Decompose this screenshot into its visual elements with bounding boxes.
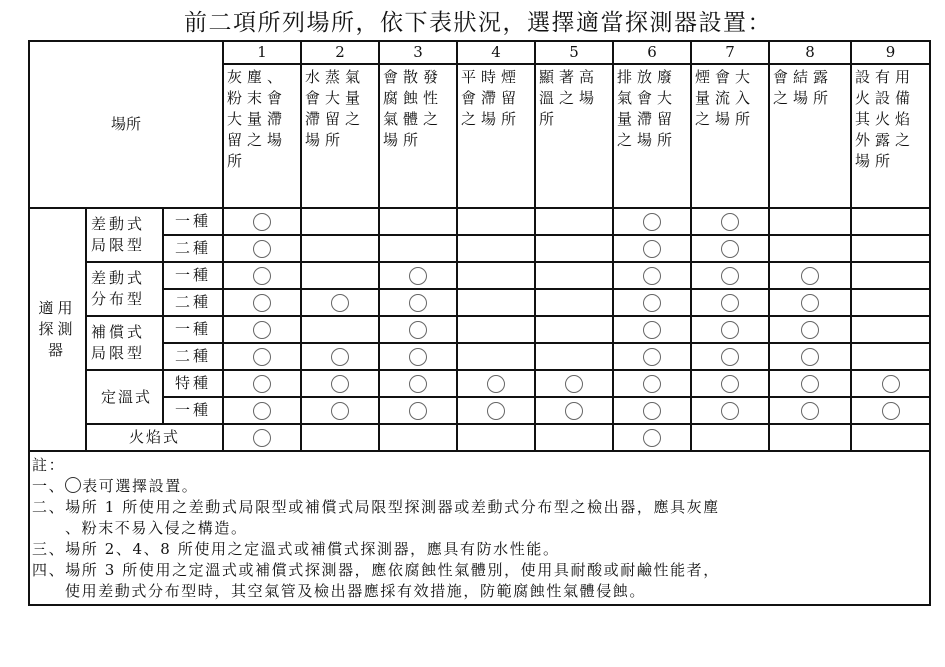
suitability-cell (769, 424, 851, 451)
suitability-cell (769, 289, 851, 316)
table-row (29, 397, 930, 424)
suitability-cell (457, 343, 535, 370)
suitability-cell (457, 208, 535, 235)
suitability-cell (613, 262, 691, 289)
suitability-cell (379, 316, 457, 343)
suitability-cell (301, 235, 379, 262)
suitability-cell (223, 397, 301, 424)
detector-type: 差動式分布型 (86, 262, 163, 316)
suitability-cell (535, 316, 613, 343)
suitability-cell (301, 289, 379, 316)
suitability-cell (457, 424, 535, 451)
column-description: 會散發腐蝕性氣體之場所 (379, 64, 457, 208)
column-number: 1 (223, 41, 301, 64)
suitability-cell (769, 316, 851, 343)
note-item (32, 539, 929, 560)
note-item (32, 560, 929, 581)
suitability-cell (769, 208, 851, 235)
column-number: 5 (535, 41, 613, 64)
note-prefix: 一、 (32, 477, 66, 495)
suitability-cell (769, 397, 851, 424)
detector-type: 補償式局限型 (86, 316, 163, 370)
circle-icon (253, 240, 271, 258)
circle-icon (253, 294, 271, 312)
circle-icon (721, 267, 739, 285)
suitability-cell (769, 343, 851, 370)
suitability-cell (379, 424, 457, 451)
header-number-row (29, 41, 930, 64)
circle-icon (643, 267, 661, 285)
detector-class: 特種 (163, 370, 223, 397)
column-number: 4 (457, 41, 535, 64)
suitability-cell (223, 235, 301, 262)
suitability-cell (535, 235, 613, 262)
suitability-cell (613, 424, 691, 451)
circle-icon (643, 375, 661, 393)
circle-icon (487, 402, 505, 420)
circle-icon (409, 321, 427, 339)
column-number: 2 (301, 41, 379, 64)
suitability-cell (691, 424, 769, 451)
suitability-cell (301, 424, 379, 451)
suitability-cell (691, 343, 769, 370)
suitability-cell (851, 289, 930, 316)
circle-icon (801, 294, 819, 312)
circle-icon (565, 375, 583, 393)
suitability-cell (769, 262, 851, 289)
column-number: 3 (379, 41, 457, 64)
table-row (29, 235, 930, 262)
column-number: 8 (769, 41, 851, 64)
suitability-cell (223, 424, 301, 451)
suitability-cell (691, 370, 769, 397)
column-number: 9 (851, 41, 930, 64)
suitability-cell (851, 208, 930, 235)
circle-icon (721, 402, 739, 420)
suitability-cell (223, 316, 301, 343)
detector-class: 一種 (163, 208, 223, 235)
suitability-cell (379, 208, 457, 235)
suitability-cell (851, 343, 930, 370)
circle-icon (643, 294, 661, 312)
suitability-cell (851, 424, 930, 451)
suitability-cell (535, 208, 613, 235)
circle-icon (643, 429, 661, 447)
suitability-cell (691, 262, 769, 289)
suitability-cell (223, 370, 301, 397)
detector-type: 差動式局限型 (86, 208, 163, 262)
circle-icon (721, 375, 739, 393)
suitability-cell (613, 208, 691, 235)
suitability-cell (851, 316, 930, 343)
table-row (29, 262, 930, 289)
suitability-cell (457, 235, 535, 262)
table-row (29, 316, 930, 343)
page-title: 前二項所列場所，依下表狀況，選擇適當探測器設置： (184, 10, 772, 36)
circle-icon (331, 402, 349, 420)
suitability-cell (613, 397, 691, 424)
suitability-cell (769, 370, 851, 397)
circle-icon (801, 348, 819, 366)
circle-icon (721, 348, 739, 366)
circle-icon (409, 294, 427, 312)
table-row (29, 343, 930, 370)
suitability-cell (379, 289, 457, 316)
suitability-cell (301, 262, 379, 289)
note-continuation: 、粉末不易入侵之構造。 (65, 519, 248, 537)
suitability-cell (223, 208, 301, 235)
circle-icon (565, 402, 583, 420)
detector-class: 一種 (163, 316, 223, 343)
suitability-cell (301, 208, 379, 235)
suitability-cell (457, 289, 535, 316)
circle-icon (882, 375, 900, 393)
table-row (29, 424, 930, 451)
suitability-cell (691, 208, 769, 235)
column-description: 煙會大量流入之場所 (691, 64, 769, 208)
circle-icon (409, 267, 427, 285)
suitability-cell (379, 262, 457, 289)
circle-icon (721, 213, 739, 231)
suitability-cell (691, 397, 769, 424)
suitability-cell (535, 343, 613, 370)
circle-icon (253, 402, 271, 420)
circle-icon (253, 429, 271, 447)
note-item (32, 497, 929, 518)
suitability-cell (613, 289, 691, 316)
note-prefix: 四、 (32, 561, 66, 579)
circle-icon (65, 477, 81, 493)
suitability-cell (851, 235, 930, 262)
column-number: 7 (691, 41, 769, 64)
circle-icon (643, 213, 661, 231)
suitability-cell (691, 235, 769, 262)
detector-class: 一種 (163, 397, 223, 424)
suitability-cell (379, 397, 457, 424)
note-prefix: 三、 (32, 540, 66, 558)
circle-icon (801, 321, 819, 339)
circle-icon (721, 321, 739, 339)
column-description: 顯著高溫之場所 (535, 64, 613, 208)
note-item (32, 476, 929, 497)
suitability-cell (223, 343, 301, 370)
detector-type: 火焰式 (86, 424, 223, 451)
circle-icon (801, 375, 819, 393)
circle-icon (409, 402, 427, 420)
note-text: 場所 2、4、8 所使用之定溫式或補償式探測器，應具有防水性能。 (65, 540, 560, 558)
detector-class: 二種 (163, 343, 223, 370)
suitability-cell (535, 262, 613, 289)
suitability-cell (851, 397, 930, 424)
table-row (29, 289, 930, 316)
circle-icon (253, 348, 271, 366)
suitability-cell (691, 316, 769, 343)
suitability-cell (535, 370, 613, 397)
column-description: 灰塵、粉末會大量滯留之場所 (223, 64, 301, 208)
suitability-cell (223, 289, 301, 316)
place-header: 場所 (29, 41, 223, 208)
circle-icon (882, 402, 900, 420)
circle-icon (721, 294, 739, 312)
suitability-cell (301, 370, 379, 397)
suitability-cell (457, 397, 535, 424)
column-description: 平時煙會滯留之場所 (457, 64, 535, 208)
table-row (29, 208, 930, 235)
suitability-cell (613, 370, 691, 397)
suitability-cell (535, 424, 613, 451)
suitability-cell (379, 343, 457, 370)
suitability-cell (613, 316, 691, 343)
circle-icon (331, 294, 349, 312)
suitability-cell (613, 343, 691, 370)
circle-icon (721, 240, 739, 258)
circle-icon (331, 348, 349, 366)
suitability-cell (457, 262, 535, 289)
detector-class: 二種 (163, 289, 223, 316)
notes-section (29, 451, 930, 605)
circle-icon (643, 402, 661, 420)
suitability-cell (851, 262, 930, 289)
column-description: 排放廢氣會大量滯留之場所 (613, 64, 691, 208)
circle-icon (331, 375, 349, 393)
circle-icon (409, 348, 427, 366)
suitability-cell (851, 370, 930, 397)
circle-icon (253, 267, 271, 285)
circle-icon (253, 375, 271, 393)
notes-row (29, 451, 930, 605)
note-text: 場所 3 所使用之定溫式或補償式探測器，應依腐蝕性氣體別，使用具耐酸或耐鹼性能者， (65, 561, 720, 579)
suitability-cell (301, 397, 379, 424)
circle-icon (643, 348, 661, 366)
detector-class: 一種 (163, 262, 223, 289)
suitability-cell (691, 289, 769, 316)
suitability-cell (301, 343, 379, 370)
notes-label: 註： (32, 456, 66, 474)
circle-icon (487, 375, 505, 393)
circle-icon (253, 213, 271, 231)
suitability-cell (613, 235, 691, 262)
detector-type: 定溫式 (86, 370, 163, 424)
circle-icon (409, 375, 427, 393)
suitability-cell (301, 316, 379, 343)
note-text: 表可選擇設置。 (82, 477, 199, 495)
category-label: 適用探測器 (29, 208, 86, 451)
table-row (29, 370, 930, 397)
suitability-cell (379, 235, 457, 262)
note-continuation: 使用差動式分布型時，其空氣管及檢出器應採有效措施，防範腐蝕性氣體侵蝕。 (65, 582, 647, 600)
suitability-cell (535, 397, 613, 424)
detector-selection-table (28, 40, 931, 606)
suitability-cell (379, 370, 457, 397)
note-prefix: 二、 (32, 498, 66, 516)
suitability-cell (457, 370, 535, 397)
suitability-cell (535, 289, 613, 316)
suitability-cell (223, 262, 301, 289)
circle-icon (643, 321, 661, 339)
circle-icon (801, 402, 819, 420)
column-description: 設有用火設備其火焰外露之場所 (851, 64, 930, 208)
circle-icon (253, 321, 271, 339)
column-number: 6 (613, 41, 691, 64)
suitability-cell (457, 316, 535, 343)
detector-class: 二種 (163, 235, 223, 262)
circle-icon (801, 267, 819, 285)
column-description: 會結露之場所 (769, 64, 851, 208)
circle-icon (643, 240, 661, 258)
column-description: 水蒸氣會大量滯留之場所 (301, 64, 379, 208)
suitability-cell (769, 235, 851, 262)
note-text: 場所 1 所使用之差動式局限型或補償式局限型探測器或差動式分布型之檢出器，應具灰塵 (65, 498, 720, 516)
